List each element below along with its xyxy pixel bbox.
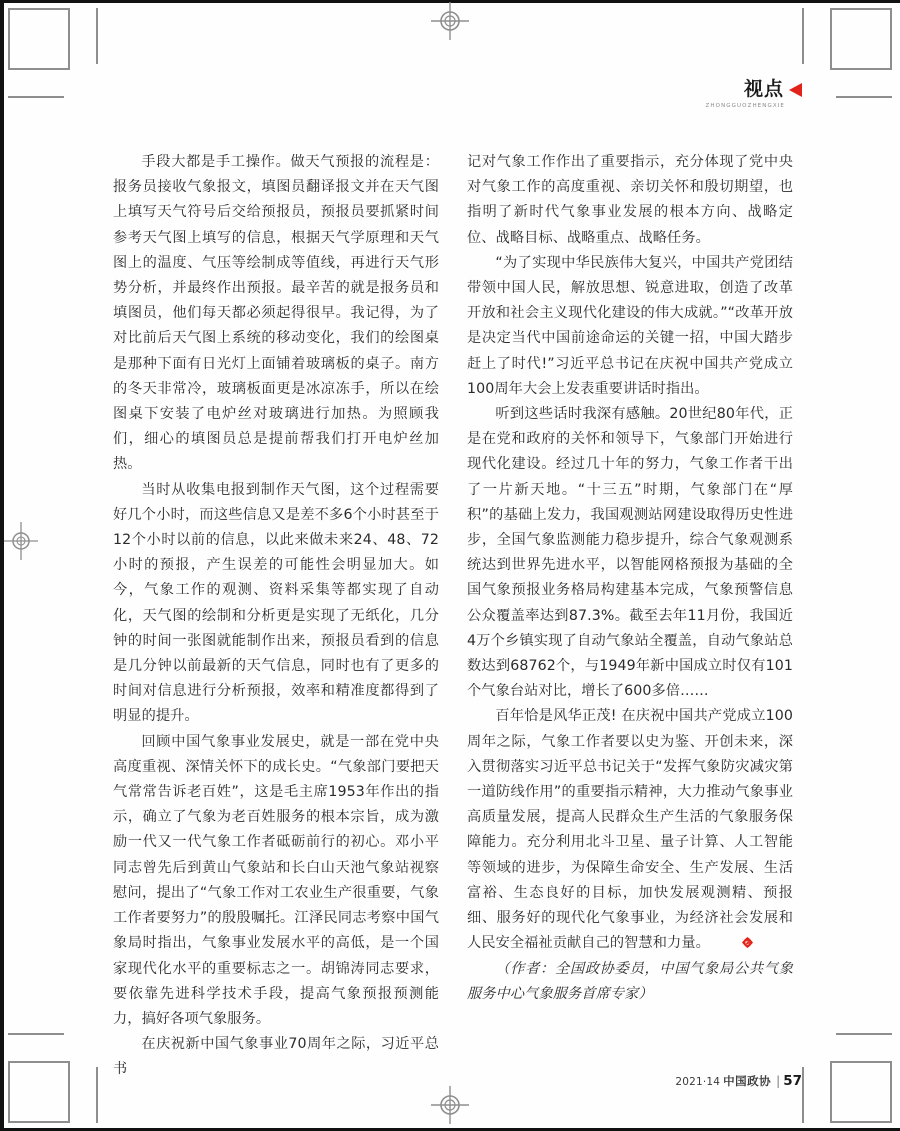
paragraph: 手段大都是手工操作。做天气预报的流程是：报务员接收气象报文，填图员翻译报文并在天气图上填写天气符号后交给预报员，预报员要抓紧时间参考天气图上填写的信息，根据天气学原理和天气图上的温度、气压等绘制成等值线，再进行天气形势分析，并最终作出预报。最辛苦的就是报务员和填图员，他们每天都必须起得很早。我记得，为了对比前后天气图上系统的移动变化，我们的绘图桌是那种下面有日光灯上面铺着玻璃板的桌子。南方的冬天非常冷，玻璃板面更是冰凉冻手，所以在绘图桌下安装了电炉丝对玻璃进行加热。为照顾我们，细心的填图员总是提前帮我们打开电炉丝加热。: [113, 154, 439, 473]
page-number: 57: [783, 1073, 802, 1089]
registration-mark-left-icon: [4, 522, 38, 565]
paragraph: 在庆祝新中国气象事业70周年之际，习近平总书: [113, 1036, 439, 1078]
section-title: 视点: [743, 78, 784, 100]
paragraph-text: 百年恰是风华正茂! 在庆祝中国共产党成立100周年之际，气象工作者要以史为鉴、开创未来，深入贯彻落实习近平总书记关于“发挥气象防灾减灾第一道防线作用”的重要指示精神，大力推动气象事业高质量发展，提高人民群众生产生活的气象服务保障能力。充分利用北斗卫星、量子计算、人工智能等领域的进步，为保障生命安全、生产发展、生活富裕、生态良好的目标，加快发展观测精、预报细、服务好的现代化气象事业，为经济社会发展和人民安全福祉贡献自己的智慧和力量。: [467, 708, 793, 952]
paragraph: “为了实现中华民族伟大复兴，中国共产党团结带领中国人民，解放思想、锐意进取，创造了改革开放和社会主义现代化建设的伟大成就。”“改革开放是决定当代中国前途命运的关键一招，中国大踏步赶上了时代!”习近平总书记在庆祝中国共产党成立100周年大会上发表重要讲话时指出。: [467, 254, 793, 397]
page-footer: [675, 1073, 802, 1089]
article-body: [113, 150, 793, 1083]
paragraph-final: [467, 704, 793, 956]
print-edge-bar-left: [0, 0, 4, 1131]
registration-mark-bottom-icon: [431, 1086, 469, 1129]
paragraph: 回顾中国气象事业发展史，就是一部在党中央高度重视、深情关怀下的成长史。“气象部门要把天气常常告诉老百姓”，这是毛主席1953年作出的指示，确立了气象为老百姓服务的根本宗旨，成为激励一代又一代气象工作者砥砺前行的初心。邓小平同志曾先后到黄山气象站和长白山天池气象站视察慰问，提出了“气象工作对工农业生产很重要，气象工作者要努力”的殷殷嘱托。江泽民同志考察中国气象局时指出，气象事业发展水平的高低，是一个国家现代化水平的重要标志之一。胡锦涛同志要求，要依靠先进科学技术手段，提高气象预报预测能力，搞好各项气象服务。: [113, 733, 439, 1027]
section-pinyin: ZHONGGUOZHENGXIE: [705, 103, 785, 109]
paragraph: 当时从收集电报到制作天气图，这个过程需要好几个小时，而这些信息又是差不多6个小时甚至于12个小时以前的信息，以此来做未来24、48、72小时的预报，产生误差的可能性会明显加大。如今，气象工作的观测、资料采集等都实现了自动化，天气图的绘制和分析更是实现了无纸化，几分钟的时间一张图就能制作出来，预报员看到的信息是几分钟以前最新的天气信息，同时也有了更多的时间对信息进行分析预报，效率和精准度都得到了明显的提升。: [113, 481, 439, 725]
author-byline: （作者：全国政协委员，中国气象局公共气象服务中心气象服务首席专家）: [467, 960, 793, 1002]
crop-mark-bottom-left: [8, 1043, 88, 1123]
crop-mark-top-right: [812, 8, 892, 88]
column-right: [467, 150, 793, 1083]
registration-mark-top-icon: [431, 2, 469, 45]
paragraph: 记对气象工作作出了重要指示，充分体现了党中央对气象工作的高度重视、亲切关怀和殷切期望，也指明了新时代气象事业发展的根本方向、战略定位、战略目标、战略重点、战略任务。: [467, 154, 793, 246]
section-header: [706, 80, 802, 109]
issue-number: 2021·14: [675, 1076, 721, 1088]
paragraph: 听到这些话时我深有感触。20世纪80年代，正是在党和政府的关怀和领导下，气象部门开始进行现代化建设。经过几十年的努力，气象工作者干出了一片新天地。“十三五”时期，气象部门在“厚积”的基础上发力，我国观测站网建设取得历史性进步，全国气象监测能力稳步提升，综合气象观测系统达到世界先进水平，以智能网格预报为基础的全国气象预报业务格局构建基本完成，气象预警信息公众覆盖率达到87.3%。截至去年11月份，我国近4万个乡镇实现了自动气象站全覆盖，自动气象站总数达到68762个，与1949年新中国成立时仅有101个气象台站对比，增长了600多倍……: [467, 406, 793, 700]
crop-mark-top-left: [8, 8, 88, 88]
crop-mark-bottom-right: [812, 1043, 892, 1123]
column-left: [113, 150, 439, 1083]
article-end-mark-icon: [714, 932, 725, 943]
footer-separator: |: [776, 1074, 781, 1088]
red-triangle-icon: [789, 83, 802, 97]
magazine-name: 中国政协: [723, 1074, 772, 1088]
